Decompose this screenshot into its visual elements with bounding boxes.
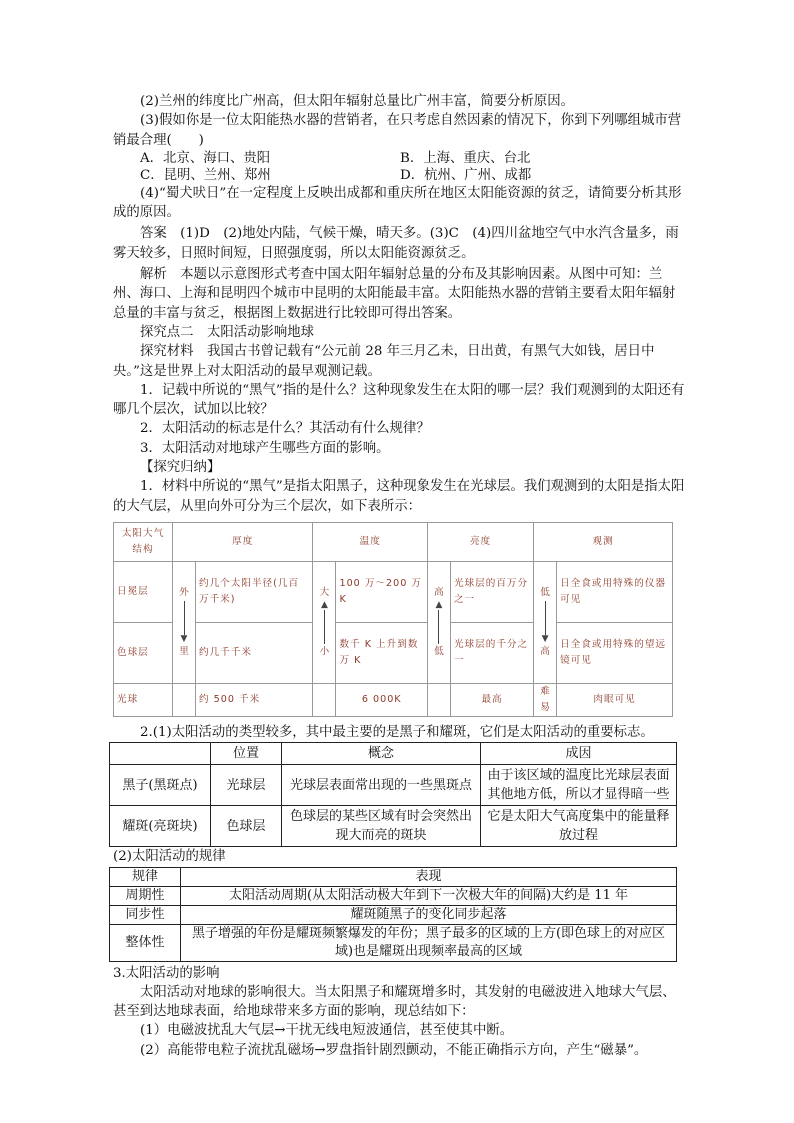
- thickness-photosphere: 约 500 千米: [196, 683, 313, 716]
- option-a: A．北京、海口、贵阳: [140, 150, 271, 166]
- document-page: [113, 92, 685, 1060]
- summary-2: 2.(1)太阳活动的类型较多，其中最主要的是黑子和耀斑，它们是太阳活动的重要标志。: [140, 724, 654, 740]
- table-row: 耀斑(亮斑块) 色球层 色球层的某些区域有时会突然出现大而亮的斑块 它是太阳大气高度集中的能量释放过程: [110, 806, 677, 847]
- table-row: 整体性 黑子增强的年份是耀斑频繁爆发的年份；黑子最多的区域的上方(即色球上的对应区域)也是耀斑出现频率最高的区域: [110, 924, 677, 961]
- option-b: B．上海、重庆、台北: [400, 150, 531, 166]
- header-thickness: 厚度: [173, 522, 313, 561]
- table-row: 周期性 太阳活动周期(从太阳活动极大年到下一次极大年的间隔)大约是 11 年: [110, 886, 677, 905]
- question-4: (4)“蜀犬吠日”在一定程度上反映出成都和重庆所在地区太阳能资源的贫乏，请简要分析其形成的原因。: [113, 185, 682, 221]
- impact-title: 3.太阳活动的影响: [113, 965, 220, 981]
- header-structure: 太阳大气结构: [114, 522, 173, 561]
- options: [113, 150, 685, 184]
- arrow-brightness: 低 ▼ 高: [534, 561, 557, 683]
- arrow-thickness: 大 ▲ 小: [313, 561, 336, 683]
- summary-title: 【探究归纳】: [140, 460, 221, 476]
- arrow-outer-inner: 外 ▼ 里: [173, 561, 196, 683]
- observation-chromosphere: 日全食或用特殊的望远镜可见: [557, 622, 673, 683]
- activity-table: [109, 742, 677, 847]
- question-item-1: 1．记载中所说的“黑气”指的是什么？这种现象发生在太阳的哪一层？我们观测到的太阳还有哪几个层次，试加以比较？: [113, 382, 685, 418]
- analysis: 解析 本题以示意图形式考查中国太阳年辐射总量的分布及其影响因素。从图中可知：兰州、海口、上海和昆明四个城市中昆明的太阳能最丰富。太阳能热水器的营销主要看太阳年辐射总量的丰富与贫乏，根据图上数据进行比较即可得出答案。: [113, 267, 676, 321]
- explore-material: 探究材料 我国古书曾记载有“公元前 28 年三月乙未，日出黄，有黑气大如钱，居日中央。”这是世界上对太阳活动的最早观测记载。: [113, 344, 655, 379]
- rule-table: [109, 867, 677, 962]
- header-brightness: 亮度: [427, 522, 533, 561]
- layer-chromosphere: 色球层: [114, 622, 173, 683]
- thickness-chromosphere: 约几千千米: [196, 622, 313, 683]
- temperature-photosphere: 6 000K: [336, 683, 428, 716]
- col-position: 位置: [211, 743, 282, 765]
- table-row: 黑子(黑斑点) 光球层 光球层表面常出现的一些黑斑点 由于该区域的温度比光球层表面其他地方低，所以才显得暗一些: [110, 765, 677, 806]
- question-item-3: 3．太阳活动对地球产生哪些方面的影响。: [140, 440, 390, 456]
- brightness-corona: 光球层的百万分之一: [450, 561, 533, 622]
- brightness-chromosphere: 光球层的千分之一: [450, 622, 533, 683]
- col-rule: 规律: [110, 867, 181, 886]
- impact-1: (1）电磁波扰乱大气层→干扰无线电短波通信，甚至使其中断。: [140, 1023, 514, 1039]
- arrow-observation: 难 易: [534, 683, 557, 716]
- layer-corona: 日冕层: [114, 561, 173, 622]
- header-temperature: 温度: [313, 522, 428, 561]
- table-row: 同步性 耀斑随黑子的变化同步起落: [110, 905, 677, 924]
- col-cause: 成因: [481, 743, 677, 765]
- col-manifestation: 表现: [181, 867, 677, 886]
- observation-corona: 日全食或用特殊的仪器可见: [557, 561, 673, 622]
- option-d: D．杭州、广州、成都: [400, 167, 532, 183]
- observation-photosphere: 肉眼可见: [557, 683, 673, 716]
- impact-2: (2）高能带电粒子流扰乱磁场→罗盘指针剧烈颤动，不能正确指示方向，产生“磁暴”。: [140, 1042, 648, 1058]
- layer-photosphere: 光球: [114, 683, 173, 716]
- rule-title: (2)太阳活动的规律: [113, 849, 226, 865]
- brightness-photosphere: 最高: [450, 683, 533, 716]
- question-2: (2)兰州的纬度比广州高，但太阳年辐射总量比广州丰富，简要分析原因。: [140, 94, 575, 109]
- option-c: C．昆明、兰州、郑州: [140, 167, 271, 183]
- explore-point-2: 探究点二 太阳活动影响地球: [140, 324, 315, 340]
- temperature-chromosphere: 数千 K 上升到数万 K: [336, 622, 428, 683]
- temperature-corona: 100 万～200 万 K: [336, 561, 428, 622]
- question-3: (3)假如你是一位太阳能热水器的营销者，在只考虑自然因素的情况下，你到下列哪组城市营销最合理( ): [113, 113, 682, 148]
- answer: 答案 (1)D (2)地处内陆，气候干燥，晴天多。(3)C (4)四川盆地空气中水汽含量多，雨雾天较多，日照时间短，日照强度弱，所以太阳能资源贫乏。: [113, 226, 679, 261]
- solar-structure-table: [113, 522, 673, 717]
- impact-intro: 太阳活动对地球的影响很大。当太阳黑子和耀斑增多时，其发射的电磁波进入地球大气层、甚至到达地球表面，给地球带来多方面的影响，现总结如下：: [113, 984, 676, 1020]
- summary-1: 1．材料中所说的“黑气”是指太阳黑子，这种现象发生在光球层。我们观测到的太阳是指太阳的大气层，从里向外可分为三个层次，如下表所示：: [113, 479, 685, 514]
- question-item-2: 2．太阳活动的标志是什么？其活动有什么规律？: [140, 421, 430, 437]
- col-concept: 概念: [282, 743, 481, 765]
- header-observation: 观测: [534, 522, 673, 561]
- arrow-temperature: 高 ▲ 低: [427, 561, 450, 683]
- thickness-corona: 约几个太阳半径(几百万千米): [196, 561, 313, 622]
